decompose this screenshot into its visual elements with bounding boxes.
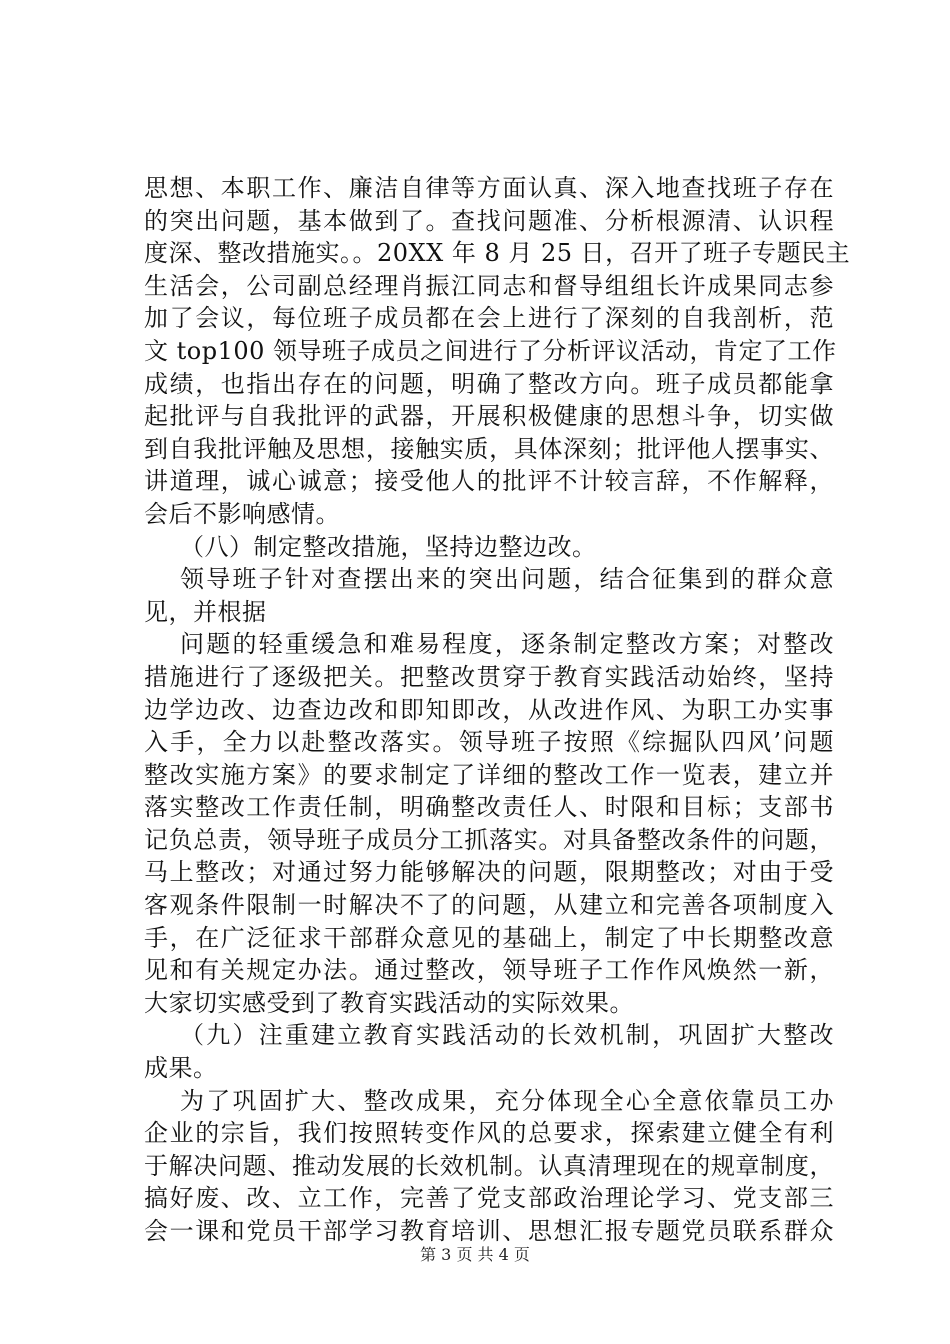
text-line: （九）注重建立教育实践活动的长效机制，巩固扩大整改 [180,1021,834,1050]
document-body [144,172,851,1248]
text-line: 的突出问题，基本做到了。查找问题准、分析根源清、认识程 [144,206,834,235]
text-line: 文 top100 领导班子成员之间进行了分析评议活动，肯定了工作 [144,336,837,365]
text-line: 问题的轻重缓急和难易程度，逐条制定整改方案；对整改 [180,630,834,659]
page-footer: 第 3 页 共 4 页 [420,1245,530,1264]
text-line: 到自我批评触及思想，接触实质，具体深刻；批评他人摆事实、 [144,434,834,463]
text-line: 领导班子针对查摆出来的突出问题，结合征集到的群众意 [180,565,834,594]
text-line: 于解决问题、推动发展的长效机制。认真清理现在的规章制度， [144,1151,834,1180]
text-line: 见，并根据 [144,597,267,626]
text-line: 会一课和党员干部学习教育培训、思想汇报专题党员联系群众 [144,1217,834,1245]
text-line: 度深、整改措施实。。20XX 年 8 月 25 日，召开了班子专题民主 [144,239,851,268]
text-line: 成绩，也指出存在的问题，明确了整改方向。班子成员都能拿 [144,369,834,398]
text-line: 落实整改工作责任制，明确整改责任人、时限和目标；支部书 [144,793,834,822]
text-line: 入手，全力以赴整改落实。领导班子按照《综掘队四风’问题 [144,728,834,757]
text-line: 手，在广泛征求干部群众意见的基础上，制定了中长期整改意 [144,923,834,952]
text-line: 成果。 [144,1054,218,1083]
text-line: 生活会，公司副总经理肖振江同志和督导组组长许成果同志参 [144,271,834,300]
text-line: 马上整改；对通过努力能够解决的问题，限期整改；对由于受 [144,858,834,887]
text-line: 起批评与自我批评的武器，开展积极健康的思想斗争，切实做 [144,402,834,431]
text-line: 企业的宗旨，我们按照转变作风的总要求，探索建立健全有利 [144,1119,834,1148]
text-line: 措施进行了逐级把关。把整改贯穿于教育实践活动始终，坚持 [144,662,834,691]
text-line: 记负总责，领导班子成员分工抓落实。对具备整改条件的问题， [144,825,834,854]
text-line: 会后不影响感情。 [144,499,340,528]
text-line: 思想、本职工作、廉洁自律等方面认真、深入地查找班子存在 [144,174,834,202]
text-line: 加了会议，每位班子成员都在会上进行了深刻的自我剖析，范 [144,304,834,333]
text-line: 搞好废、改、立工作，完善了党支部政治理论学习、党支部三 [144,1184,834,1213]
text-line: 客观条件限制一时解决不了的问题，从建立和完善各项制度入 [144,891,834,920]
text-line: （八）制定整改措施，坚持边整边改。 [180,532,597,561]
text-line: 整改实施方案》的要求制定了详细的整改工作一览表，建立并 [144,760,834,789]
text-line: 见和有关规定办法。通过整改，领导班子工作作风焕然一新， [144,956,834,985]
text-line: 边学边改、边查边改和即知即改，从改进作风、为职工办实事 [144,695,834,724]
text-line: 为了巩固扩大、整改成果，充分体现全心全意依靠员工办 [180,1086,834,1115]
text-line: 大家切实感受到了教育实践活动的实际效果。 [144,988,634,1017]
text-line: 讲道理，诚心诚意；接受他人的批评不计较言辞，不作解释， [144,467,834,496]
